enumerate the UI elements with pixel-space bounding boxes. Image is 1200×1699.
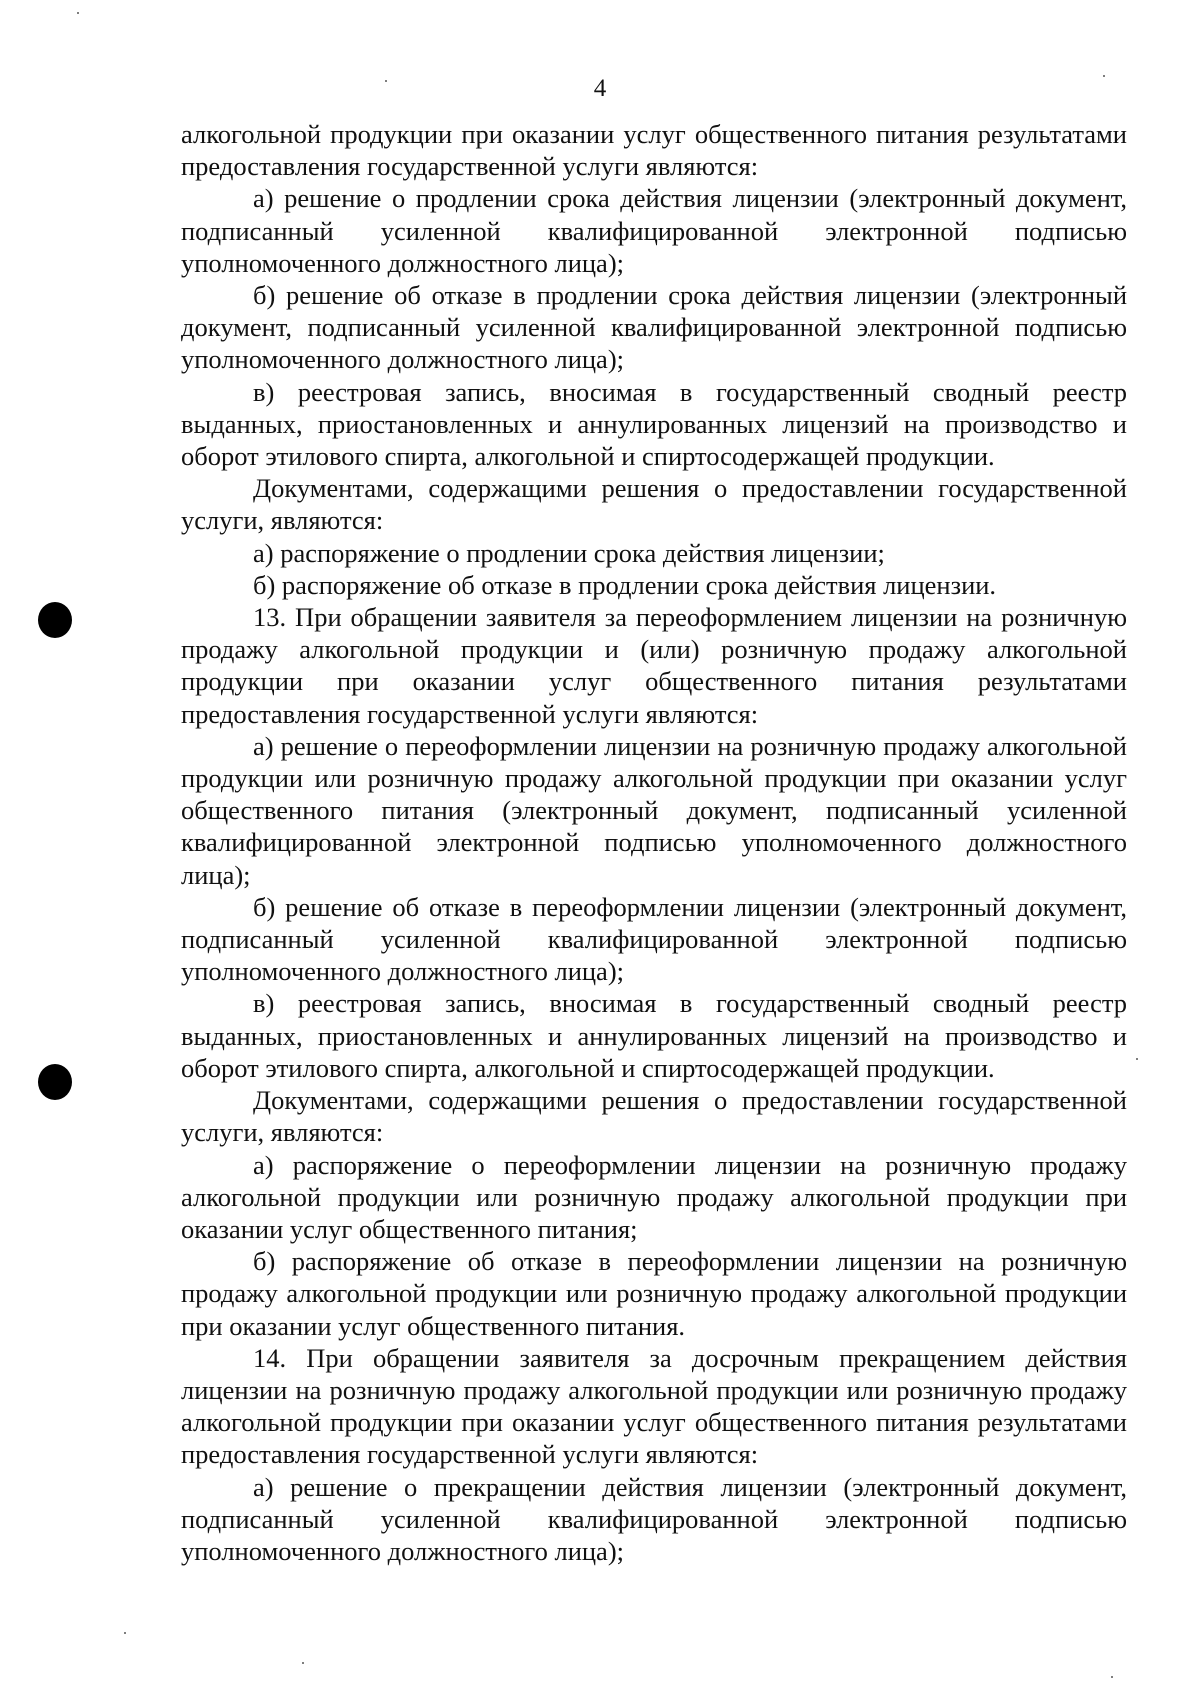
hole-punch-mark xyxy=(38,1064,72,1100)
paragraph: б) решение об отказе в продлении срока действия лицензии (электронный документ, подписанный усиленной квалифицированной электронной подписью уполномоченного должностного лица); xyxy=(181,280,1127,375)
paragraph: б) решение об отказе в переоформлении лицензии (электронный документ, подписанный усиленной квалифицированной электронной подписью уполномоченного должностного лица); xyxy=(181,891,1127,987)
paragraph: 14. При обращении заявителя за досрочным прекращением действия лицензии на розничную продажу алкогольной продукции или розничную продажу алкогольной продукции при оказании услуг общественного питания результатами предоставления государственной услуги являются: xyxy=(181,1342,1127,1470)
paragraph: алкогольной продукции при оказании услуг общественного питания результатами предоставления государственной услуги являются: xyxy=(181,119,1127,182)
paragraph: б) распоряжение об отказе в продлении срока действия лицензии. xyxy=(253,569,997,600)
paragraph: в) реестровая запись, вносимая в государственный сводный реестр выданных, приостановленных и аннулированных лицензий на производство и оборот этилового спирта, алкогольной и спиртосодержащей продукции. xyxy=(181,376,1127,472)
scan-speck xyxy=(77,12,79,14)
scan-speck xyxy=(302,1662,304,1664)
page-number: 4 xyxy=(593,75,607,102)
paragraph: а) решение о продлении срока действия лицензии (электронный документ, подписанный усиленной квалифицированной электронной подписью уполномоченного должностного лица); xyxy=(181,183,1127,278)
scan-speck xyxy=(1136,1058,1138,1060)
scan-speck xyxy=(1111,1676,1113,1678)
scan-speck xyxy=(124,1632,126,1634)
paragraph: а) решение о прекращении действия лицензии (электронный документ, подписанный усиленной квалифицированной электронной подписью уполномоченного должностного лица); xyxy=(181,1471,1127,1566)
paragraph: а) распоряжение о продлении срока действия лицензии; xyxy=(253,537,885,568)
paragraph: а) решение о переоформлении лицензии на розничную продажу алкогольной продукции или розничную продажу алкогольной продукции при оказании услуг общественного питания (электронный документ, подписанный усиленной квалифицированной электронной подписью уполномоченного должностного лица); xyxy=(181,730,1127,890)
hole-punch-mark xyxy=(38,602,72,638)
paragraph: в) реестровая запись, вносимая в государственный сводный реестр выданных, приостановленных и аннулированных лицензий на производство и оборот этилового спирта, алкогольной и спиртосодержащей продукции. xyxy=(181,988,1127,1083)
document-body xyxy=(181,118,1127,1567)
paragraph: Документами, содержащими решения о предоставлении государственной услуги, являются: xyxy=(181,1085,1127,1148)
paragraph: б) распоряжение об отказе в переоформлении лицензии на розничную продажу алкогольной продукции или розничную продажу алкогольной продукции при оказании услуг общественного питания. xyxy=(181,1246,1127,1341)
paragraph: Документами, содержащими решения о предоставлении государственной услуги, являются: xyxy=(181,473,1127,536)
paragraph: а) распоряжение о переоформлении лицензии на розничную продажу алкогольной продукции или розничную продажу алкогольной продукции при оказании услуг общественного питания; xyxy=(181,1149,1127,1244)
paragraph: 13. При обращении заявителя за переоформлением лицензии на розничную продажу алкогольной продукции и (или) розничную продажу алкогольной продукции при оказании услуг общественного питания результатами предоставления государственной услуги являются: xyxy=(181,602,1127,729)
